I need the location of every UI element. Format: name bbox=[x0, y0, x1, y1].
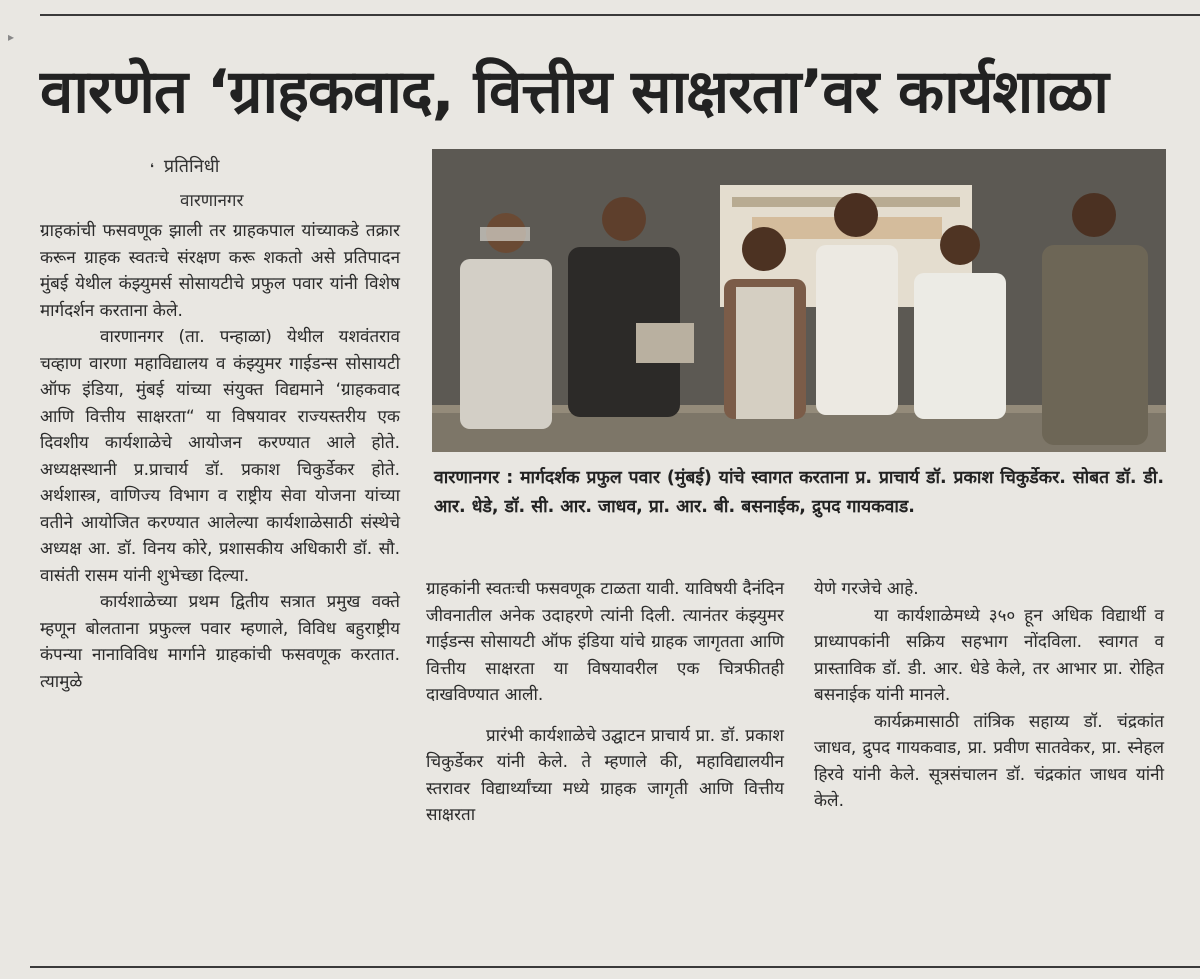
photo-illustration bbox=[432, 149, 1166, 452]
paragraph: प्रारंभी कार्यशाळेचे उद्घाटन प्राचार्य प्रा. डॉ. प्रकाश चिकुर्डेकर यांनी केले. ते म्हणाले की, महाविद्यालयीन स्तरावर विद्यार्थ्यांच्या मध्ये ग्राहक जागृती आणि वित्तीय साक्षरता bbox=[426, 725, 784, 825]
paragraph: कार्यशाळेच्या प्रथम द्वितीय सत्रात प्रमुख वक्ते म्हणून बोलताना प्रफुल्ल पवार म्हणाले, विविध बहुराष्ट्रीय कंपन्या नानाविविध मार्गाने ग्राहकांची फसवणूक करतात. त्यामुळे bbox=[40, 592, 400, 692]
article-column-3 bbox=[814, 576, 1164, 815]
dateline: वारणानगर bbox=[180, 191, 244, 211]
byline-marker-icon: ❛ bbox=[150, 161, 154, 175]
bottom-rule bbox=[30, 966, 1200, 968]
paragraph: या कार्यशाळेमध्ये ३५० हून अधिक विद्यार्थी व प्राध्यापकांनी सक्रिय सहभाग नोंदविला. स्वागत व प्रास्ताविक डॉ. डी. आर. धेडे केले, तर आभार प्रा. रोहित बसनाईक यांनी मानले. bbox=[814, 605, 1164, 705]
news-photo bbox=[432, 149, 1166, 452]
paragraph: ग्राहकांनी स्वतःची फसवणूक टाळता यावी. याविषयी दैनंदिन जीवनातील अनेक उदाहरणे त्यांनी दिली. त्यानंतर कंझ्युमर गाईडन्स सोसायटी ऑफ इंडिया यांचे ग्राहक जागृतता आणि वित्तीय साक्षरता या विषयावरील एक चित्रफीतही दाखविण्यात आली. bbox=[426, 579, 784, 705]
paragraph: कार्यक्रमासाठी तांत्रिक सहाय्य डॉ. चंद्रकांत जाधव, द्रुपद गायकवाड, प्रा. प्रवीण सातवेकर, प्रा. स्नेहल हिरवे यांनी केले. सूत्रसंचालन डॉ. चंद्रकांत जाधव यांनी केले. bbox=[814, 711, 1164, 811]
article-column-2 bbox=[426, 576, 784, 829]
paragraph: वारणानगर (ता. पन्हाळा) येथील यशवंतराव चव्हाण वारणा महाविद्यालय व कंझ्युमर गाईडन्स सोसायटी ऑफ इंडिया, मुंबई यांच्या संयुक्त विद्यमाने ‘ग्राहकवाद आणि वित्तीय साक्षरता“ या विषयावर राज्यस्तरीय एक दिवशीय कार्यशाळेचे आयोजन करण्यात आले होते. अध्यक्षस्थानी प्र.प्राचार्य डॉ. प्रकाश चिकुर्डेकर होते. अर्थशास्त्र, वाणिज्य विभाग व राष्ट्रीय सेवा योजना यांच्या वतीने आयोजित करण्यात आलेल्या कार्यशाळेसाठी संस्थेचे अध्यक्ष आ. डॉ. विनय कोरे, प्रशासकीय अधिकारी डॉ. सौ. वासंती रासम यांनी शुभेच्छा दिल्या. bbox=[40, 327, 400, 586]
article-column-1 bbox=[40, 218, 400, 695]
byline bbox=[150, 154, 219, 178]
photo-caption: वारणानगर : मार्गदर्शक प्रफुल पवार (मुंबई) यांचे स्वागत करताना प्र. प्राचार्य डॉ. प्रकाश चिकुर्डेकर. सोबत डॉ. डी. आर. धेडे, डॉ. सी. आर. जाधव, प्रा. आर. बी. बसनाईक, द्रुपद गायकवाड. bbox=[434, 468, 1164, 517]
paragraph: ग्राहकांची फसवणूक झाली तर ग्राहकपाल यांच्याकडे तक्रार करून ग्राहक स्वतःचे संरक्षण करू शकतो असे प्रतिपादन मुंबई येथील कंझ्युमर्स सोसायटीचे प्रफुल पवार यांनी विशेष मार्गदर्शन करताना केले. bbox=[40, 221, 400, 321]
corner-arrow-icon: ▸ bbox=[8, 30, 15, 44]
byline-text: प्रतिनिधी bbox=[163, 156, 220, 177]
memento-frame bbox=[636, 323, 694, 363]
top-rule bbox=[40, 14, 1200, 16]
paragraph: येणे गरजेचे आहे. bbox=[814, 579, 919, 599]
headline: वारणेत ‘ग्राहकवाद, वित्तीय साक्षरता’वर कार्यशाळा bbox=[40, 57, 1108, 127]
